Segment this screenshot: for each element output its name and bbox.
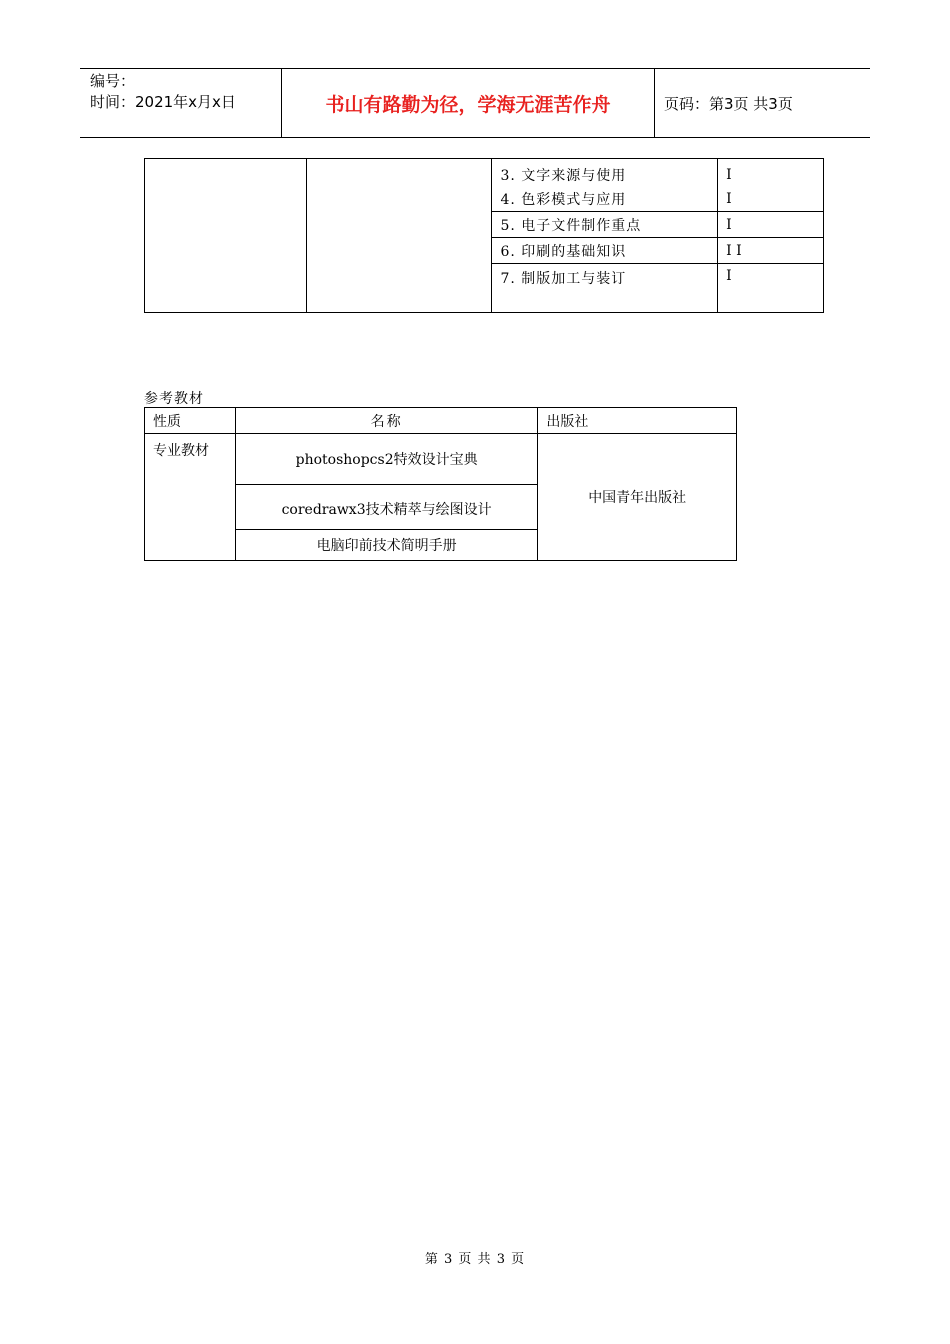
- page-footer: 第 3 页 共 3 页: [424, 1252, 526, 1267]
- references-table: [144, 407, 737, 561]
- topic-item: 6. 印刷的基础知识: [492, 238, 718, 264]
- topic-level: I I: [718, 238, 824, 264]
- table-row: [145, 434, 737, 485]
- topic-level: I: [718, 159, 824, 188]
- topic-level: I: [718, 187, 824, 212]
- type-value: 专业教材: [145, 434, 236, 561]
- header-name: 名称: [235, 408, 538, 434]
- header-meta: [90, 71, 236, 113]
- publisher-value: 中国青年出版社: [538, 434, 737, 561]
- topics-empty-cell: [145, 159, 307, 313]
- topic-item: 4. 色彩模式与应用: [492, 187, 718, 212]
- header-motto: 书山有路勤为径，学海无涯苦作舟: [325, 93, 611, 116]
- header-publisher: 出版社: [538, 408, 737, 434]
- header-number-label: 编号：: [90, 72, 136, 90]
- topic-level: I: [718, 212, 824, 238]
- topic-item: 3. 文字来源与使用: [492, 159, 718, 188]
- page-header: [80, 68, 870, 138]
- book-name: coredrawx3技术精萃与绘图设计: [235, 485, 538, 530]
- topic-level: I: [718, 264, 824, 313]
- table-row: [145, 408, 737, 434]
- references-title: 参考教材: [144, 391, 204, 407]
- book-name: 电脑印前技术简明手册: [235, 530, 538, 561]
- topics-empty-cell: [306, 159, 492, 313]
- header-time-label: 时间：2021年x月x日: [90, 93, 236, 111]
- book-name: photoshopcs2特效设计宝典: [235, 434, 538, 485]
- topic-item: 7. 制版加工与装订: [492, 264, 718, 313]
- header-divider: [654, 69, 655, 137]
- header-type: 性质: [145, 408, 236, 434]
- topics-table: [144, 158, 824, 313]
- topic-item: 5. 电子文件制作重点: [492, 212, 718, 238]
- header-page-info: 页码：第3页 共3页: [664, 94, 793, 113]
- table-row: [145, 159, 824, 188]
